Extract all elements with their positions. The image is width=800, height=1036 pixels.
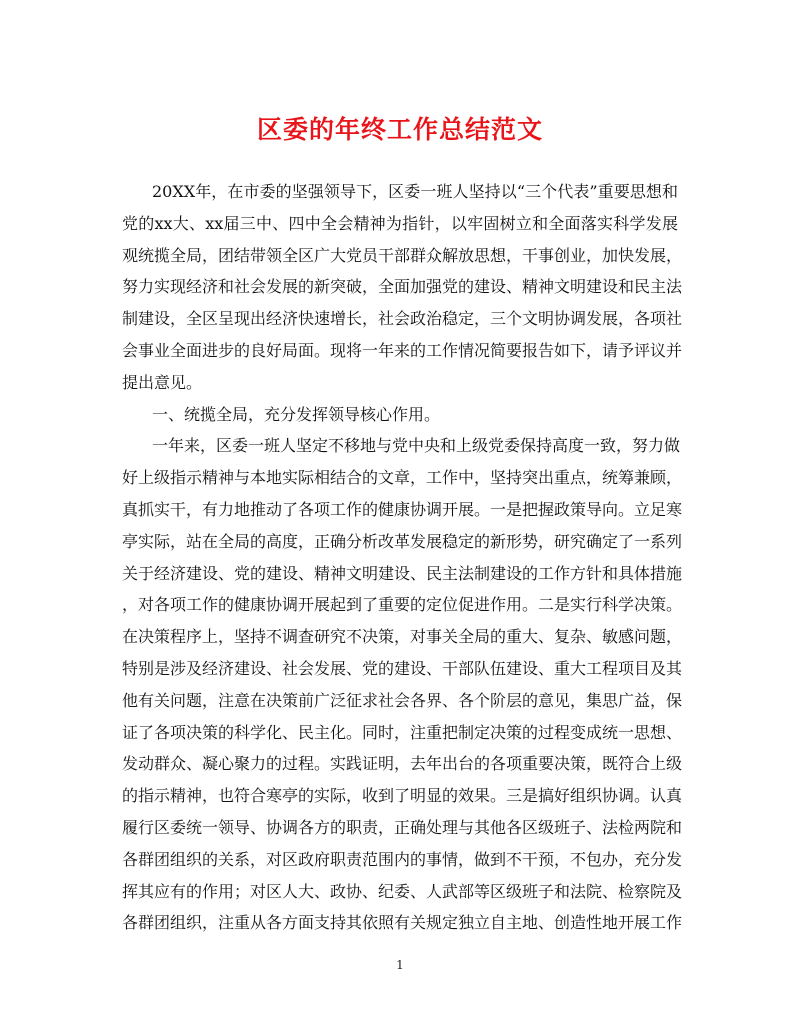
text-line: 关于经济建设、党的建设、精神文明建设、民主法制建设的工作方针和具体措施	[122, 563, 683, 583]
text-line: 20XX年，在市委的坚强领导下，区委一班人坚持以“三个代表”重要思想和	[152, 182, 678, 201]
text-line: 真抓实干，有力地推动了各项工作的健康协调开展。一是把握政策导向。立足寒	[122, 499, 683, 519]
section-heading: 一、统揽全局，充分发挥领导核心作用。	[152, 404, 441, 424]
text-line: 观统揽全局，团结带领全区广大党员干部群众解放思想，干事创业，加快发展，	[122, 245, 683, 265]
text-line: 一年来，区委一班人坚定不移地与党中央和上级党委保持高度一致，努力做	[152, 436, 681, 456]
text-line: 努力实现经济和社会发展的新突破，全面加强党的建设、精神文明建设和民主法	[122, 277, 683, 297]
text-line: 挥其应有的作用；对区人大、政协、纪委、人武部等区级班子和法院、检察院及	[122, 881, 683, 901]
page-title: 区委的年终工作总结范文	[256, 115, 543, 144]
text-line: ，对各项工作的健康协调开展起到了重要的定位促进作用。二是实行科学决策。	[122, 595, 683, 615]
document-body	[122, 176, 683, 939]
text-line: 亭实际，站在全局的高度，正确分析改革发展稳定的新形势，研究确定了一系列	[122, 531, 683, 551]
text-line: 特别是涉及经济建设、社会发展、党的建设、干部队伍建设、重大工程项目及其	[122, 658, 683, 678]
text-line: 的指示精神，也符合寒亭的实际，收到了明显的效果。三是搞好组织协调。认真	[122, 786, 683, 806]
page-number: 1	[396, 958, 404, 972]
text-line: 会事业全面进步的良好局面。现将一年来的工作情况简要报告如下，请予评议并	[122, 340, 683, 360]
text-line: 他有关问题，注意在决策前广泛征求社会各界、各个阶层的意见，集思广益，保	[122, 690, 683, 710]
text-line: 各群团组织的关系，对区政府职责范围内的事情，做到不干预，不包办，充分发	[122, 849, 683, 869]
text-line: 制建设，全区呈现出经济快速增长，社会政治稳定，三个文明协调发展，各项社	[122, 309, 683, 329]
text-line: 提出意见。	[122, 372, 203, 392]
text-line: 在决策程序上，坚持不调查研究不决策，对事关全局的重大、复杂、敏感问题，	[122, 627, 683, 647]
text-line: 各群团组织，注重从各方面支持其依照有关规定独立自主地、创造性地开展工作	[122, 913, 683, 933]
text-line: 履行区委统一领导、协调各方的职责，正确处理与其他各区级班子、法检两院和	[122, 817, 683, 837]
text-line: 好上级指示精神与本地实际相结合的文章，工作中，坚持突出重点，统筹兼顾，	[122, 468, 683, 488]
text-line: 证了各项决策的科学化、民主化。同时，注重把制定决策的过程变成统一思想、	[122, 722, 683, 742]
text-line: 发动群众、凝心聚力的过程。实践证明，去年出台的各项重要决策，既符合上级	[122, 754, 683, 774]
text-line: 党的xx大、xx届三中、四中全会精神为指针，以牢固树立和全面落实科学发展	[122, 213, 678, 233]
